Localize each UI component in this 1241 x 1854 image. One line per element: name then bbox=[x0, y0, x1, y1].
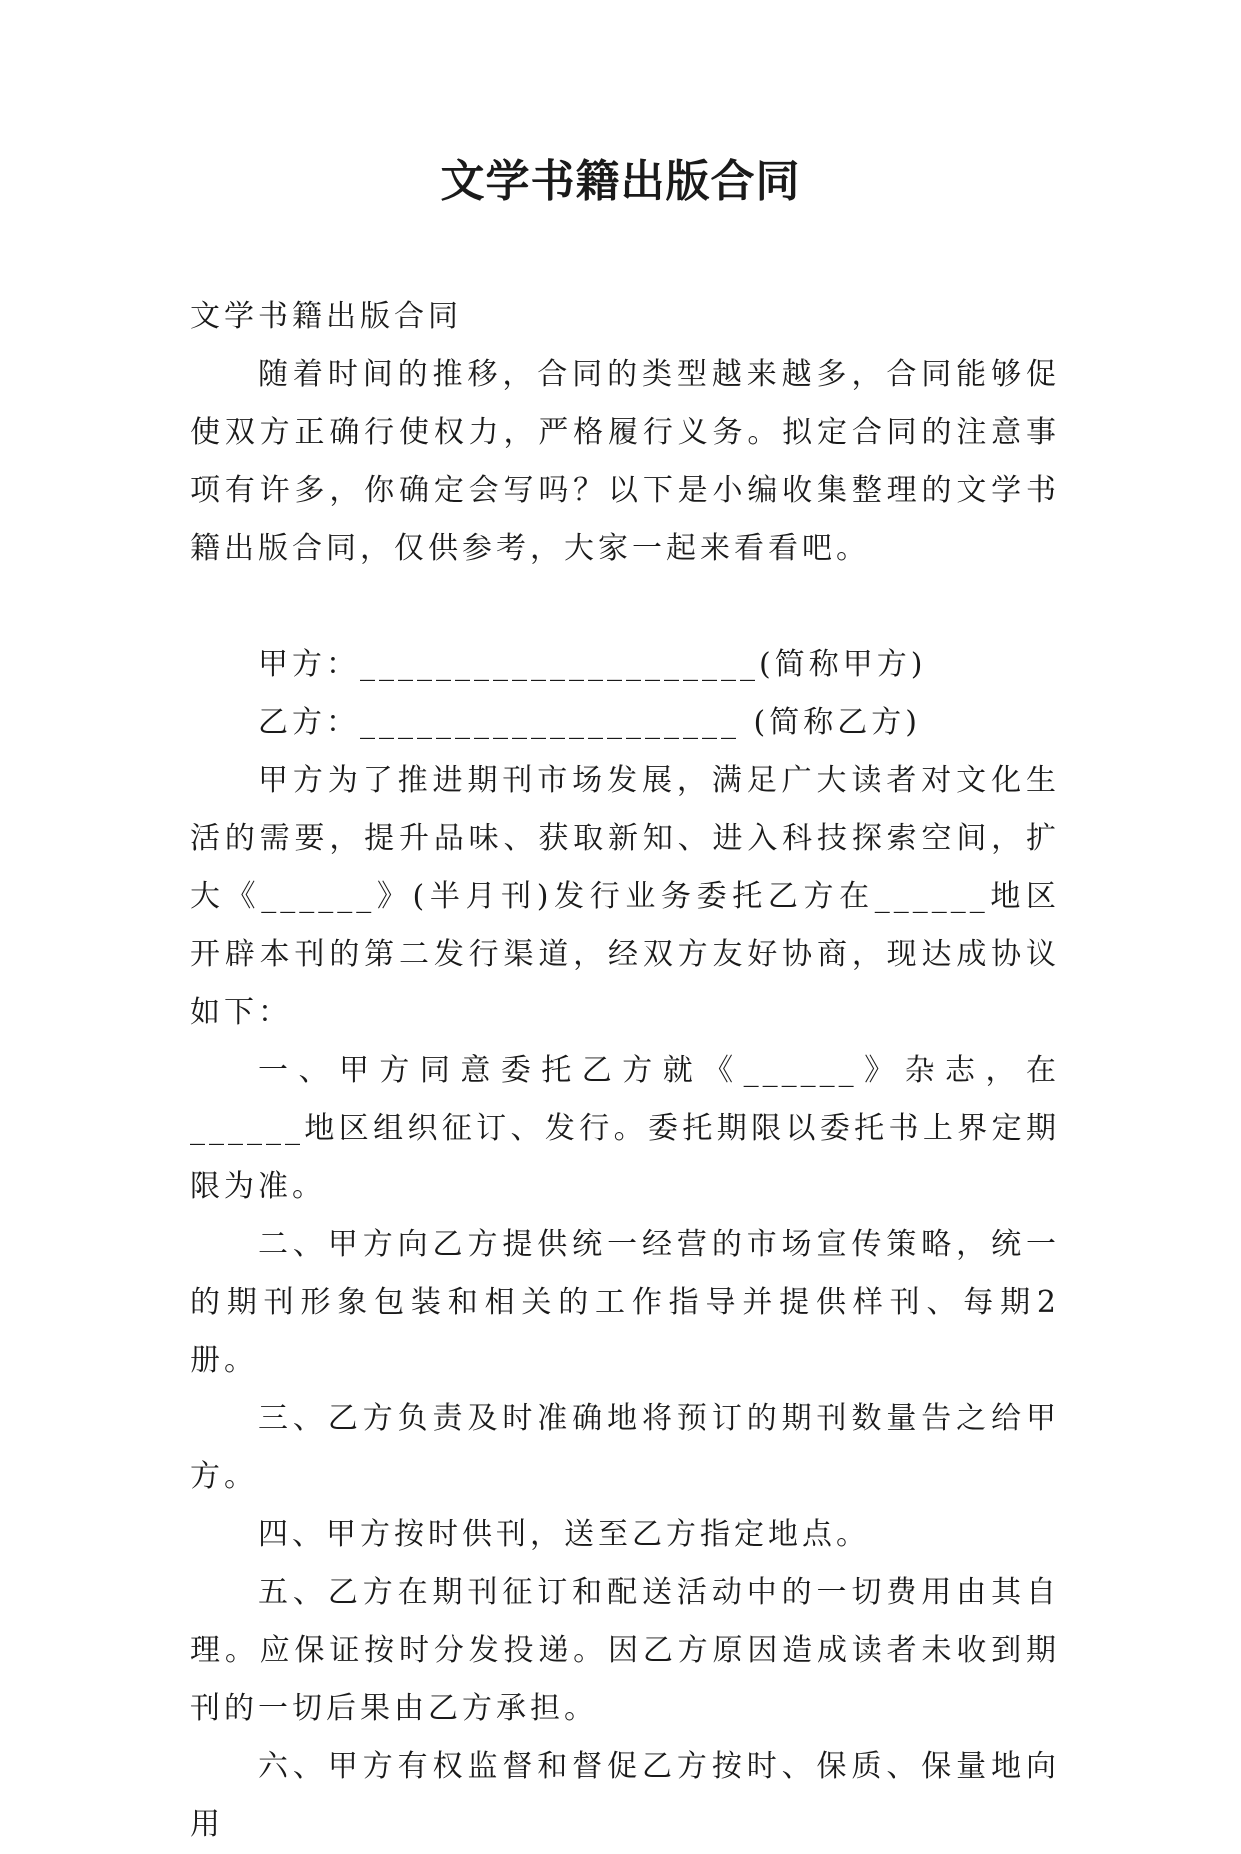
document-title: 文学书籍出版合同 bbox=[440, 156, 801, 207]
party-b-line: 乙方：____________________ (简称乙方) bbox=[258, 705, 921, 740]
party-a-line: 甲方：_____________________(简称甲方) bbox=[258, 647, 927, 682]
clause-5: 五、乙方在期刊征订和配送活动中的一切费用由其自理。应保证按时分发投递。因乙方原因造成读者未收到期刊的一切后果由乙方承担。 bbox=[190, 1575, 1060, 1726]
document-body bbox=[190, 288, 1060, 1854]
clause-4: 四、甲方按时供刊，送至乙方指定地点。 bbox=[258, 1517, 870, 1552]
paragraph-gap bbox=[190, 578, 1060, 636]
preamble-paragraph: 甲方为了推进期刊市场发展，满足广大读者对文化生活的需要，提升品味、获取新知、进入科技探索空间，扩大《______》(半月刊)发行业务委托乙方在______地区开辟本刊的第二发行渠道，经双方友好协商，现达成协议如下： bbox=[190, 763, 1060, 1030]
clause-6: 六、甲方有权监督和督促乙方按时、保质、保量地向用 bbox=[190, 1749, 1060, 1842]
clause-2: 二、甲方向乙方提供统一经营的市场宣传策略，统一的期刊形象包装和相关的工作指导并提供样刊、每期2册。 bbox=[190, 1227, 1060, 1378]
intro-paragraph: 随着时间的推移，合同的类型越来越多，合同能够促使双方正确行使权力，严格履行义务。拟定合同的注意事项有许多，你确定会写吗？以下是小编收集整理的文学书籍出版合同，仅供参考，大家一起来看看吧。 bbox=[190, 357, 1060, 566]
clause-1: 一、甲方同意委托乙方就《______》杂志，在______地区组织征订、发行。委托期限以委托书上界定期限为准。 bbox=[190, 1053, 1060, 1204]
clause-3: 三、乙方负责及时准确地将预订的期刊数量告之给甲方。 bbox=[190, 1401, 1060, 1494]
document-subtitle: 文学书籍出版合同 bbox=[190, 299, 462, 334]
